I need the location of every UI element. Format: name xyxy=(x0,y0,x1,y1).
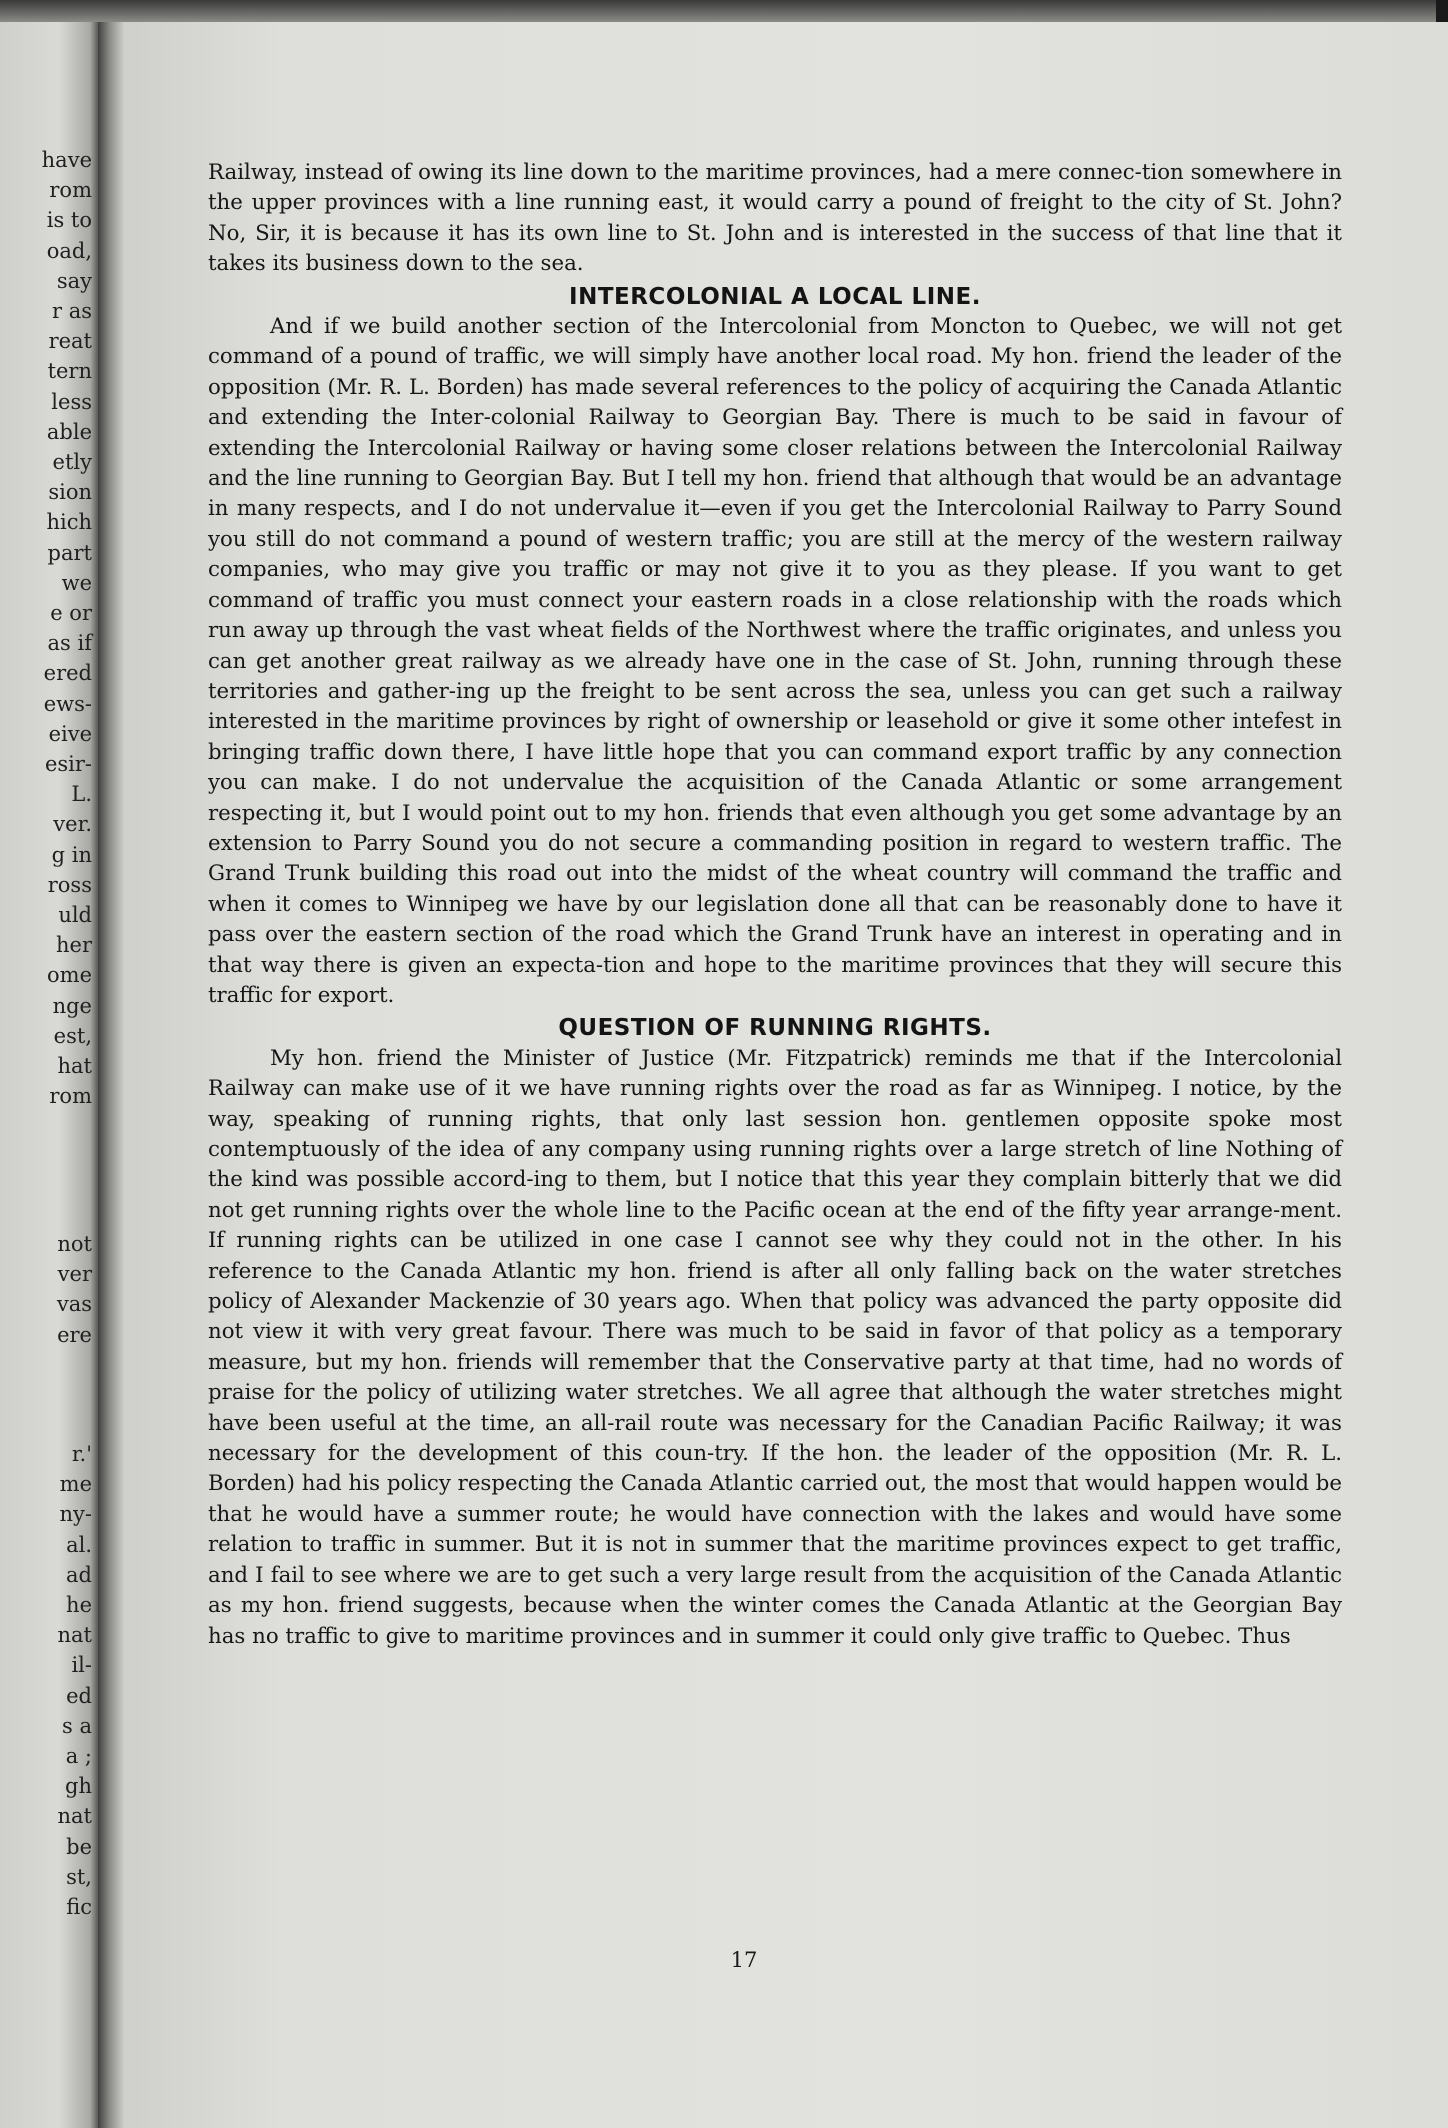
facing-page-fragment-line: as if xyxy=(47,631,92,656)
facing-page-fragment-line: be xyxy=(66,1834,92,1859)
page-number: 17 xyxy=(730,1948,758,1972)
facing-page-fragment-line: uld xyxy=(58,903,92,927)
facing-page-fragment-line: me xyxy=(59,1472,92,1497)
facing-page-fragment-line: st, xyxy=(66,1864,92,1889)
body-paragraph: Railway, instead of owing its line down to the maritime provinces, had a mere connec-tion somewhere in the upper provinces with a line running east, it would carry a pound of freight to the city of St. John? No, Sir, it is because it has its own line to St. John and is interested in the success of that line that it takes its business down to the sea. xyxy=(208,160,1342,277)
body-paragraph: My hon. friend the Minister of Justice (Mr. Fitzpatrick) reminds me that if the Intercolonial Railway can make use of it we have running rights over the road as far as Winnipeg. I notice, by the way, speaking of running rights, that only last session hon. gentlemen opposite spoke most contemptuously of the idea of any company using running rights over a large stretch of line Nothing of the kind was possible accord-ing to them, but I notice that this year they complain bitterly that we did not get running rights over the whole line to the Pacific ocean at the end of the fifty year arrange-ment. If running rights can be utilized in one case I cannot see why they could not in the other. In his reference to the Canada Atlantic my hon. friend is after all only falling back on the water stretches policy of Alexander Mackenzie of 30 years ago. When that policy was advanced the party opposite did not view it with very great favour. There was much to be said in favor of that policy as a temporary measure, but my hon. friends will remember that the Conservative party at that time, had no words of praise for the policy of utilizing water stretches. We all agree that although the water stretches might have been useful at the time, an all-rail route was necessary for the Canadian Pacific Railway; it was necessary for the development of this coun-try. If the hon. the leader of the opposition (Mr. R. L. Borden) had his policy respecting the Canada Atlantic carried out, the most that would happen would be that he would have a summer route; he would have connection with the lakes and would have some relation to traffic in summer. But it is not in summer that the maritime provinces expect to get traffic, and I fail to see where we are to get such a very large result from the acquisition of the Canada Atlantic as my hon. friend suggests, because when the winter comes the Canada Atlantic at the Georgian Bay has no traffic to give to maritime provinces and in summer it could only give traffic to Quebec. Thus xyxy=(208,1045,1342,1649)
facing-page-fragment-line: ver. xyxy=(53,812,92,837)
facing-page-fragment-line: esir- xyxy=(44,752,92,776)
facing-page-fragment-line: oad, xyxy=(46,238,92,263)
facing-page-fragment-line: est, xyxy=(53,1023,92,1048)
facing-page-fragment-line: rom xyxy=(49,178,92,203)
facing-page-fragment-line: L. xyxy=(71,782,92,807)
facing-page-fragment-line: hat xyxy=(57,1054,92,1078)
facing-page-fragment-line: is to xyxy=(46,208,92,233)
facing-page-fragment-line: have xyxy=(41,148,92,172)
facing-page-fragment-line: e or xyxy=(50,601,92,625)
facing-page-text-fragments xyxy=(0,22,98,2128)
facing-page-fragment-line: ome xyxy=(47,963,92,988)
facing-page-fragment-line: sion xyxy=(48,480,92,505)
facing-page-fragment-line: nat xyxy=(57,1623,92,1648)
facing-page-fragment-line: ad xyxy=(66,1562,92,1587)
page-body xyxy=(208,158,1342,1652)
facing-page-fragment-line: rom xyxy=(49,1084,92,1109)
facing-page-fragment-line: ver xyxy=(57,1262,92,1287)
body-paragraph: And if we build another section of the Intercolonial from Moncton to Quebec, we will not get command of a pound of traffic, we will simply have another local road. My hon. friend the leader of the opposition (Mr. R. L. Borden) has made several references to the policy of acquiring the Canada Atlantic and extending the Inter-colonial Railway to Georgian Bay. There is much to be said in favour of extending the Intercolonial Railway or having some closer relations between the Intercolonial Railway and the line running to Georgian Bay. But I tell my hon. friend that although that would be an advantage in many respects, and I do not undervalue it—even if you get the Intercolonial Railway to Parry Sound you still do not command a pound of western traffic; you are still at the mercy of the western railway companies, who may give you traffic or may not give it to you as they please. If you want to get command of traffic you must connect your eastern roads in a close relationship with the roads which run away up through the vast wheat fields of the Northwest where the traffic originates, and unless you can get another great railway as we already have one in the case of St. John, running through these territories and gather-ing up the freight to be sent across the sea, unless you can get such a railway interested in the maritime provinces by right of ownership or leasehold or give it some other intefest in bringing traffic down there, I have little hope that you can command export traffic by any connection you can make. I do not undervalue the acquisition of the Canada Atlantic or some arrangement respecting it, but I would point out to my hon. friends that even although you get some advantage by an extension to Parry Sound you do not secure a commanding position in regard to western traffic. The Grand Trunk building this road out into the midst of the wheat country will command the traffic and when it comes to Winnipeg we have by our legislation done all that can be reasonably done to have it pass over the eastern section of the road which the Grand Trunk have an interest in operating and in that way there is given an expecta-tion and hope to the maritime provinces that they will secure this traffic for export. xyxy=(208,314,1342,1008)
facing-page-fragment-line: vas xyxy=(56,1292,92,1317)
facing-page-fragment-line: ere xyxy=(57,1322,92,1347)
facing-page-fragment-line: hich xyxy=(46,510,92,535)
facing-page-fragment xyxy=(0,22,98,2128)
facing-page-fragment-line: nge xyxy=(52,993,92,1018)
facing-page-fragment-line: tern xyxy=(47,359,92,384)
facing-page-fragment-line: a ; xyxy=(65,1744,92,1768)
facing-page-fragment-line: ed xyxy=(66,1683,92,1708)
scan-top-edge xyxy=(0,0,1448,22)
facing-page-fragment-line: her xyxy=(56,933,92,958)
facing-page-fragment-line: we xyxy=(61,570,92,595)
facing-page-fragment-line: he xyxy=(66,1593,92,1617)
facing-page-fragment-line: say xyxy=(56,268,92,293)
facing-page-fragment-line: r as xyxy=(51,299,92,323)
facing-page-fragment-line: etly xyxy=(52,450,92,474)
section-heading: INTERCOLONIAL A LOCAL LINE. xyxy=(569,283,981,310)
facing-page-fragment-line: il- xyxy=(71,1653,92,1678)
facing-page-fragment-line: s a xyxy=(62,1713,92,1738)
facing-page-fragment-line: ered xyxy=(43,661,92,686)
facing-page-fragment-line: ross xyxy=(47,872,92,897)
facing-page-fragment-line: gh xyxy=(65,1774,92,1799)
facing-page-fragment-line: al. xyxy=(66,1532,92,1557)
facing-page-fragment-line: eive xyxy=(48,721,92,746)
facing-page-fragment-line: less xyxy=(51,389,92,414)
facing-page-fragment-line: ny- xyxy=(59,1502,92,1527)
facing-page-fragment-line: ews- xyxy=(43,691,92,716)
facing-page-fragment-line: reat xyxy=(48,329,92,354)
facing-page-fragment-line: fic xyxy=(66,1895,92,1919)
facing-page-fragment-line: able xyxy=(46,419,92,444)
facing-page-fragment-line: not xyxy=(57,1232,92,1256)
facing-page-fragment-line: r.' xyxy=(71,1442,92,1466)
facing-page-fragment-line: nat xyxy=(57,1804,92,1829)
facing-page-fragment-line: g in xyxy=(51,842,92,867)
section-heading: QUESTION OF RUNNING RIGHTS. xyxy=(558,1015,992,1042)
facing-page-fragment-line: part xyxy=(47,540,92,565)
book-gutter xyxy=(98,22,124,2128)
